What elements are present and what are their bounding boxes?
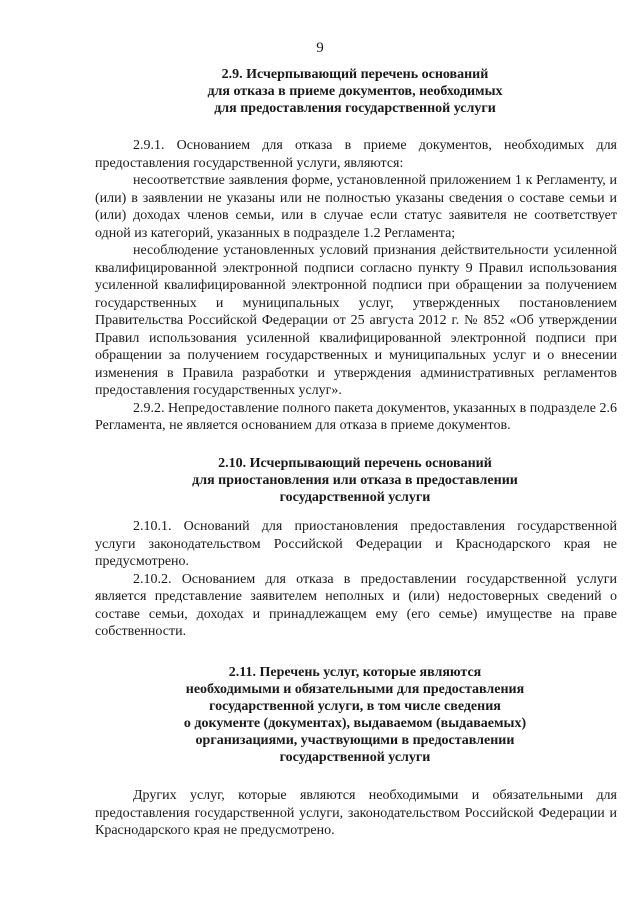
heading-line: государственной услуги bbox=[279, 490, 431, 505]
heading-line: государственной услуги bbox=[279, 750, 431, 765]
paragraph: Других услуг, которые являются необходимыми и обязательными для предоставления государственной услуги, законодательством Российской Федерации и Краснодарского края не предусмотрено. bbox=[95, 788, 617, 838]
heading-line: 2.11. Перечень услуг, которые являются bbox=[228, 665, 482, 680]
section-2-11-body bbox=[95, 787, 617, 840]
paragraph: 2.9.2. Непредоставление полного пакета документов, указанных в подразделе 2.6 Регламента, не является основанием для отказа в приеме документов. bbox=[95, 400, 617, 433]
page-number: 9 bbox=[316, 40, 324, 56]
paragraph: 2.10.2. Основанием для отказа в предоставлении государственной услуги является представление заявителем неполных и (или) недостоверных сведений о составе семьи, доходах и принадлежащем ему (его семье) имуществе на праве собственности. bbox=[95, 571, 617, 639]
heading-line: для отказа в приеме документов, необходимых bbox=[207, 84, 503, 99]
section-2-10-heading bbox=[150, 455, 560, 506]
section-2-9-heading bbox=[150, 66, 560, 117]
heading-line: 2.10. Исчерпывающий перечень оснований bbox=[218, 456, 492, 471]
heading-line: о документе (документах), выдаваемом (выдаваемых) bbox=[183, 716, 527, 731]
paragraph: 2.10.1. Оснований для приостановления предоставления государственной услуги законодательством Российской Федерации и Краснодарского края не предусмотрено. bbox=[95, 519, 617, 569]
heading-line: 2.9. Исчерпывающий перечень оснований bbox=[221, 67, 489, 82]
heading-line: для приостановления или отказа в предоставлении bbox=[192, 473, 518, 488]
heading-line: государственной услуги, в том числе сведения bbox=[209, 699, 501, 714]
heading-line: необходимыми и обязательными для предоставления bbox=[185, 682, 525, 697]
paragraph: несоблюдение установленных условий признания действительности усиленной квалифицированной электронной подписи согласно пункту 9 Правил использования усиленной квалифицированной электронной подписи при обращении за получением государственных и муниципальных услуг, утвержденных постановлением Правительства Российской Федерации от 25 августа 2012 г. № 852 «Об утверждении Правил использования усиленной квалифицированной электронной подписи при обращении за получением государственных и муниципальных услуг и о внесении изменения в Правила разработки и утверждения административных регламентов предоставления государственных услуг». bbox=[95, 243, 617, 398]
paragraph: 2.9.1. Основанием для отказа в приеме документов, необходимых для предоставления государственной услуги, являются: bbox=[95, 138, 617, 171]
section-2-10-body bbox=[95, 518, 617, 641]
section-2-11-heading bbox=[150, 664, 560, 766]
section-2-9-body bbox=[95, 137, 617, 435]
paragraph: несоответствие заявления форме, установленной приложением 1 к Регламенту, и (или) в заявлении не указаны или не полностью указаны сведения о составе семьи и (или) доходах членов семьи, или в случае если статус заявителя не соответствует одной из категорий, указанных в подразделе 1.2 Регламента; bbox=[95, 173, 617, 241]
heading-line: для предоставления государственной услуги bbox=[214, 101, 496, 116]
heading-line: организациями, участвующими в предоставлении bbox=[195, 733, 515, 748]
